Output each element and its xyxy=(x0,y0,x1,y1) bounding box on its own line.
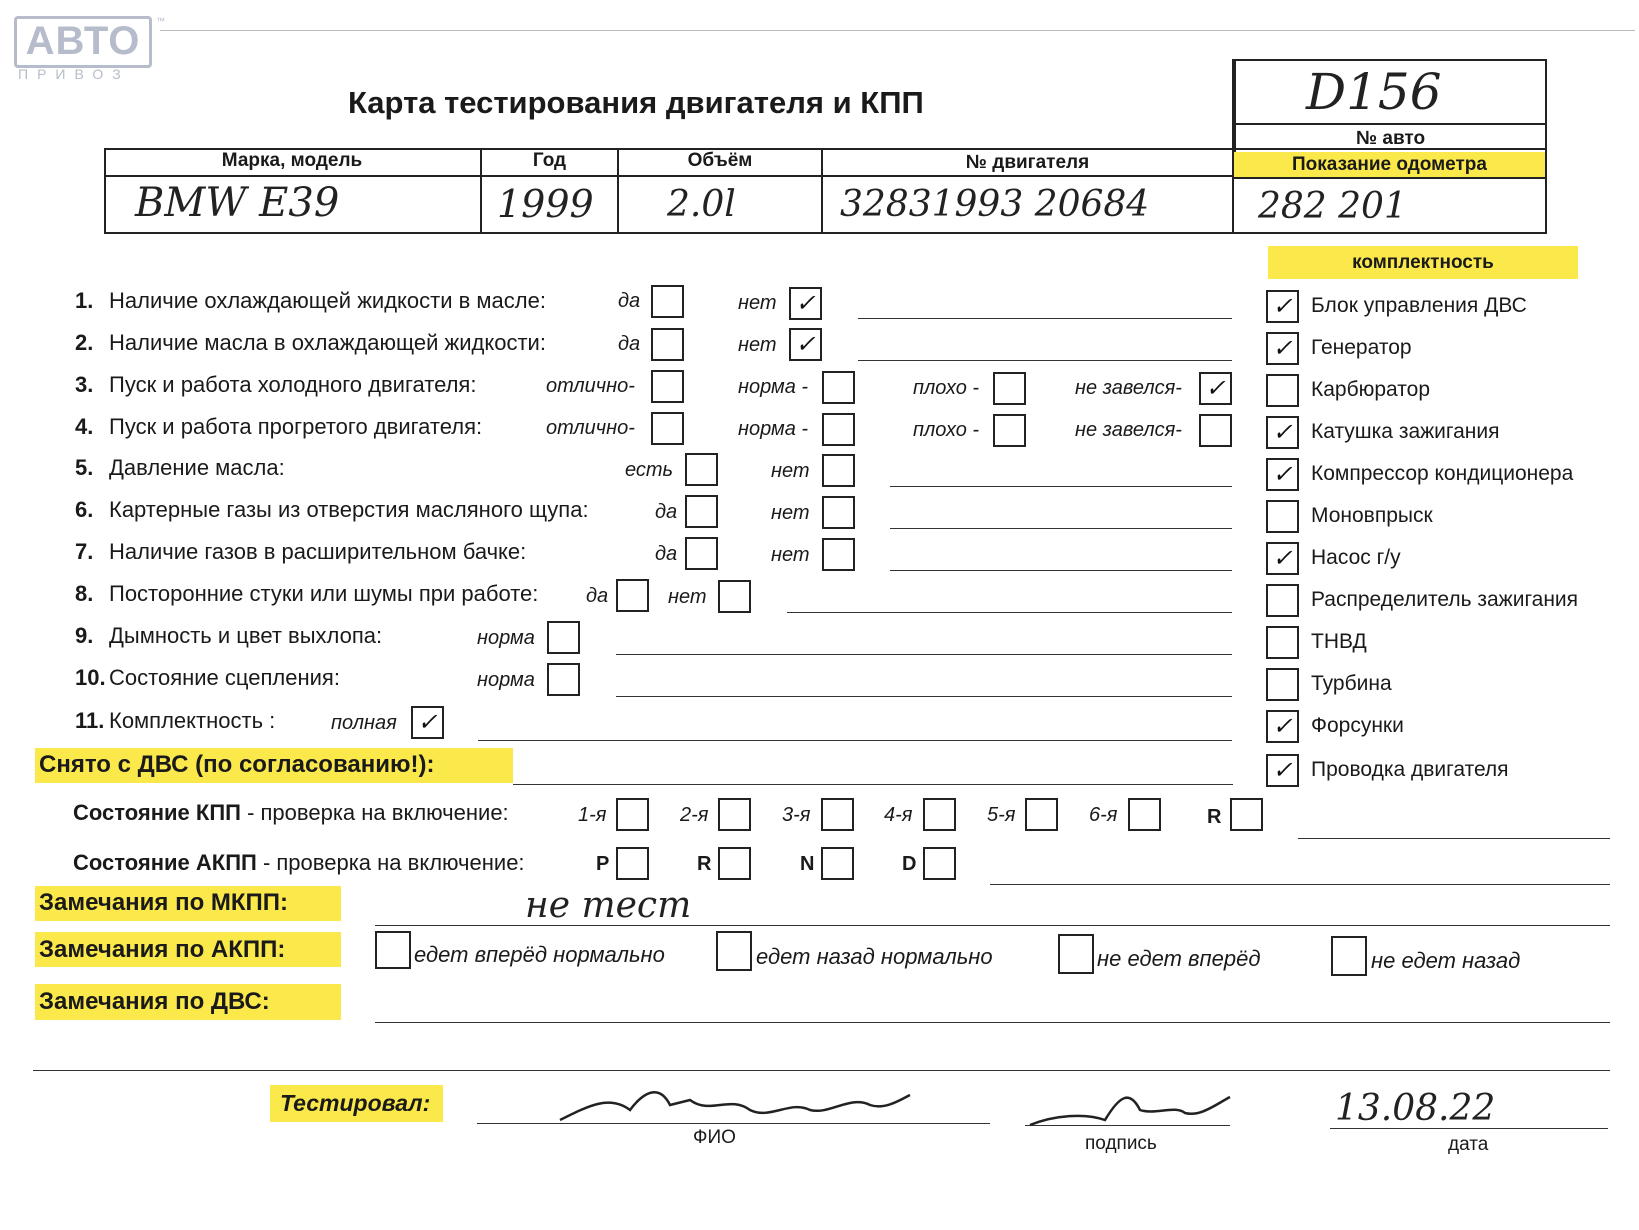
kit-checkbox-3[interactable] xyxy=(1266,374,1299,407)
opt-polnaya: полная xyxy=(331,712,397,734)
remarks-dvs-label: Замечания по ДВС: xyxy=(39,988,270,1015)
checkbox-q2-net[interactable]: ✓ xyxy=(789,328,822,361)
kit-item-7: Насос г/у xyxy=(1311,546,1401,569)
header-make: Марка, модель xyxy=(221,150,363,171)
date-value: 13.08.22 xyxy=(1335,1088,1496,1129)
question-11: 11. Комплектность : xyxy=(75,708,276,733)
akpp-label: Состояние АКПП - проверка на включение: xyxy=(73,850,525,875)
akpp-forward-ok-label: едет вперёд нормально xyxy=(414,942,665,967)
kit-item-4: Катушка зажигания xyxy=(1311,420,1500,443)
top-rule xyxy=(160,30,1635,31)
akpp-backward-ok-label: едет назад нормально xyxy=(756,944,993,969)
checkbox-q6-da[interactable] xyxy=(685,495,718,528)
odometer-value: 282 201 xyxy=(1258,186,1407,227)
divider-line xyxy=(33,1070,1610,1071)
checkbox-q3-norma[interactable] xyxy=(822,371,855,404)
kit-item-3: Карбюратор xyxy=(1311,378,1431,401)
kit-item-6: Моновпрыск xyxy=(1311,504,1433,527)
header-odometer: Показание одометра xyxy=(1292,154,1487,175)
opt-da: да xyxy=(618,333,641,355)
answer-line xyxy=(375,925,1610,926)
kpp-gear-4-checkbox[interactable] xyxy=(923,798,956,831)
signature xyxy=(1025,1085,1240,1135)
checkbox-q7-da[interactable] xyxy=(685,537,718,570)
answer-line xyxy=(787,612,1232,613)
checkbox-q2-da[interactable] xyxy=(651,328,684,361)
opt-da: да xyxy=(655,501,678,523)
kit-checkbox-4[interactable]: ✓ xyxy=(1266,416,1299,449)
opt-da: да xyxy=(618,290,641,312)
kpp-gear-5-checkbox[interactable] xyxy=(1025,798,1058,831)
opt-net: нет xyxy=(771,544,810,566)
removed-label: Снято с ДВС (по согласованию!): xyxy=(39,751,435,778)
kpp-gear-label: 6-я xyxy=(1089,804,1118,826)
akpp-forward-ok-checkbox[interactable] xyxy=(375,931,411,969)
akpp-gear-p-checkbox[interactable] xyxy=(616,847,649,880)
car-number-box xyxy=(1234,59,1547,123)
checkbox-q10-norma[interactable] xyxy=(547,663,580,696)
answer-line xyxy=(1298,838,1610,839)
question-2: 2. Наличие масла в охлаждающей жидкости: xyxy=(75,330,546,355)
checkbox-q1-net[interactable]: ✓ xyxy=(789,287,822,320)
checkbox-q8-net[interactable] xyxy=(718,580,751,613)
kit-item-8: Распределитель зажигания xyxy=(1311,588,1579,611)
opt-da: да xyxy=(586,585,609,607)
kit-checkbox-10[interactable] xyxy=(1266,668,1299,701)
kit-checkbox-12[interactable]: ✓ xyxy=(1266,754,1299,787)
kit-item-12: Проводка двигателя xyxy=(1311,758,1509,781)
logo-subtitle: ПРИВОЗ xyxy=(18,66,130,82)
akpp-no-backward-checkbox[interactable] xyxy=(1331,936,1367,976)
kit-item-9: ТНВД xyxy=(1311,630,1367,653)
checkbox-q7-net[interactable] xyxy=(822,538,855,571)
kit-item-2: Генератор xyxy=(1311,336,1412,359)
opt-est: есть xyxy=(625,459,674,481)
opt-ploho: плохо - xyxy=(913,377,980,399)
answer-line xyxy=(858,360,1232,361)
akpp-backward-ok-checkbox[interactable] xyxy=(716,931,752,971)
opt-net: нет xyxy=(738,292,777,314)
opt-norma: норма - xyxy=(738,376,809,398)
opt-nezav: не завелся- xyxy=(1075,419,1182,441)
kpp-label: Состояние КПП - проверка на включение: xyxy=(73,800,509,825)
opt-nezav: не завелся- xyxy=(1075,377,1182,399)
kit-item-1: Блок управления ДВС xyxy=(1311,294,1527,317)
checkbox-q8-da[interactable] xyxy=(616,579,649,612)
kit-checkbox-2[interactable]: ✓ xyxy=(1266,332,1299,365)
akpp-gear-label: R xyxy=(697,853,712,875)
opt-net: нет xyxy=(668,586,707,608)
answer-line xyxy=(375,1022,1610,1023)
opt-net: нет xyxy=(771,460,810,482)
kpp-gear-label: R xyxy=(1207,806,1222,828)
kpp-gear-6-checkbox[interactable] xyxy=(1128,798,1161,831)
remarks-akpp-label: Замечания по АКПП: xyxy=(39,936,286,963)
akpp-gear-label: D xyxy=(902,853,917,875)
year-value: 1999 xyxy=(497,182,594,226)
answer-line xyxy=(478,740,1232,741)
kit-checkbox-9[interactable] xyxy=(1266,626,1299,659)
akpp-gear-d-checkbox[interactable] xyxy=(923,847,956,880)
kpp-gear-r-checkbox[interactable] xyxy=(1230,798,1263,831)
akpp-gear-n-checkbox[interactable] xyxy=(821,847,854,880)
car-number-value: D156 xyxy=(1306,63,1442,121)
logo-tm: ™ xyxy=(156,16,165,26)
kit-checkbox-6[interactable] xyxy=(1266,500,1299,533)
opt-norma: норма xyxy=(477,627,535,649)
akpp-gear-r-checkbox[interactable] xyxy=(718,847,751,880)
akpp-no-forward-label: не едет вперёд xyxy=(1097,946,1261,971)
answer-line xyxy=(990,884,1610,885)
engine-no-value: 32831993 20684 xyxy=(840,184,1150,225)
opt-net: нет xyxy=(771,502,810,524)
opt-norma: норма xyxy=(477,669,535,691)
akpp-gear-label: P xyxy=(596,853,610,875)
answer-line xyxy=(616,654,1232,655)
kit-item-11: Форсунки xyxy=(1311,714,1404,737)
answer-line xyxy=(858,318,1232,319)
header-engine-no: № двигателя xyxy=(965,152,1090,173)
question-1: 1. Наличие охлаждающей жидкости в масле: xyxy=(75,288,546,313)
volume-value: 2.0l xyxy=(667,184,736,225)
kpp-gear-label: 3-я xyxy=(782,804,811,826)
answer-line xyxy=(616,696,1232,697)
kpp-gear-label: 5-я xyxy=(987,804,1016,826)
kpp-gear-3-checkbox[interactable] xyxy=(821,798,854,831)
col-sep xyxy=(1232,59,1234,232)
car-number-label: № авто xyxy=(1234,123,1547,153)
question-8: 8. Посторонние стуки или шумы при работе: xyxy=(75,581,539,606)
answer-line xyxy=(890,570,1232,571)
kpp-gear-label: 1-я xyxy=(578,804,607,826)
checkbox-q3-ploho[interactable] xyxy=(993,372,1026,405)
question-5: 5. Давление масла: xyxy=(75,455,285,480)
answer-line xyxy=(513,784,1233,785)
fio-label: ФИО xyxy=(693,1127,736,1148)
checkbox-q5-est[interactable] xyxy=(685,453,718,486)
checkbox-q9-norma[interactable] xyxy=(547,621,580,654)
question-4: 4. Пуск и работа прогретого двигателя: xyxy=(75,414,483,439)
remarks-mkpp-value: не тест xyxy=(525,885,692,926)
header-volume: Объём xyxy=(687,150,753,171)
kpp-gear-1-checkbox[interactable] xyxy=(616,798,649,831)
logo xyxy=(14,16,165,66)
kpp-gear-label: 4-я xyxy=(884,804,913,826)
checkbox-q1-da[interactable] xyxy=(651,285,684,318)
checkbox-q4-otl[interactable] xyxy=(651,412,684,445)
kit-checkbox-1[interactable]: ✓ xyxy=(1266,290,1299,323)
akpp-no-backward-label: не едет назад xyxy=(1371,948,1521,973)
kit-item-5: Компрессор кондиционера xyxy=(1311,462,1574,485)
opt-otl: отлично- xyxy=(546,375,635,397)
logo-text: АВТО xyxy=(14,16,152,68)
header-year: Год xyxy=(532,150,567,171)
page-title: Карта тестирования двигателя и КПП xyxy=(348,85,924,120)
kit-title: комплектность xyxy=(1352,252,1494,273)
make-value: BMW E39 xyxy=(135,180,340,226)
question-7: 7. Наличие газов в расширительном бачке: xyxy=(75,539,527,564)
sign-label: подпись xyxy=(1085,1133,1157,1154)
kpp-gear-2-checkbox[interactable] xyxy=(718,798,751,831)
question-3: 3. Пуск и работа холодного двигателя: xyxy=(75,372,477,397)
kit-checkbox-5[interactable]: ✓ xyxy=(1266,458,1299,491)
kit-checkbox-7[interactable]: ✓ xyxy=(1266,542,1299,575)
date-label: дата xyxy=(1448,1134,1489,1155)
answer-line xyxy=(890,486,1232,487)
remarks-mkpp-label: Замечания по МКПП: xyxy=(39,889,289,916)
answer-line xyxy=(890,528,1232,529)
question-6: 6. Картерные газы из отверстия масляного щупа: xyxy=(75,497,589,522)
table-divider xyxy=(104,175,1234,177)
kit-checkbox-8[interactable] xyxy=(1266,584,1299,617)
checkbox-q6-net[interactable] xyxy=(822,496,855,529)
fio-signature xyxy=(550,1075,920,1130)
opt-otl: отлично- xyxy=(546,417,635,439)
akpp-no-forward-checkbox[interactable] xyxy=(1058,934,1094,974)
opt-net: нет xyxy=(738,334,777,356)
question-10: 10. Состояние сцепления: xyxy=(75,665,340,690)
question-9: 9. Дымность и цвет выхлопа: xyxy=(75,623,383,648)
checkbox-q4-nezav[interactable] xyxy=(1199,414,1232,447)
kpp-gear-label: 2-я xyxy=(680,804,709,826)
checkbox-q11-polnaya[interactable]: ✓ xyxy=(411,706,444,739)
checkbox-q3-nezav[interactable]: ✓ xyxy=(1199,372,1232,405)
checkbox-q3-otl[interactable] xyxy=(651,370,684,403)
opt-ploho: плохо - xyxy=(913,419,980,441)
opt-da: да xyxy=(655,543,678,565)
tested-label: Тестировал: xyxy=(280,1090,431,1116)
checkbox-q4-ploho[interactable] xyxy=(993,414,1026,447)
opt-norma: норма - xyxy=(738,418,809,440)
checkbox-q5-net[interactable] xyxy=(822,454,855,487)
kit-item-10: Турбина xyxy=(1311,672,1392,695)
kit-checkbox-11[interactable]: ✓ xyxy=(1266,710,1299,743)
checkbox-q4-norma[interactable] xyxy=(822,413,855,446)
akpp-gear-label: N xyxy=(800,853,815,875)
